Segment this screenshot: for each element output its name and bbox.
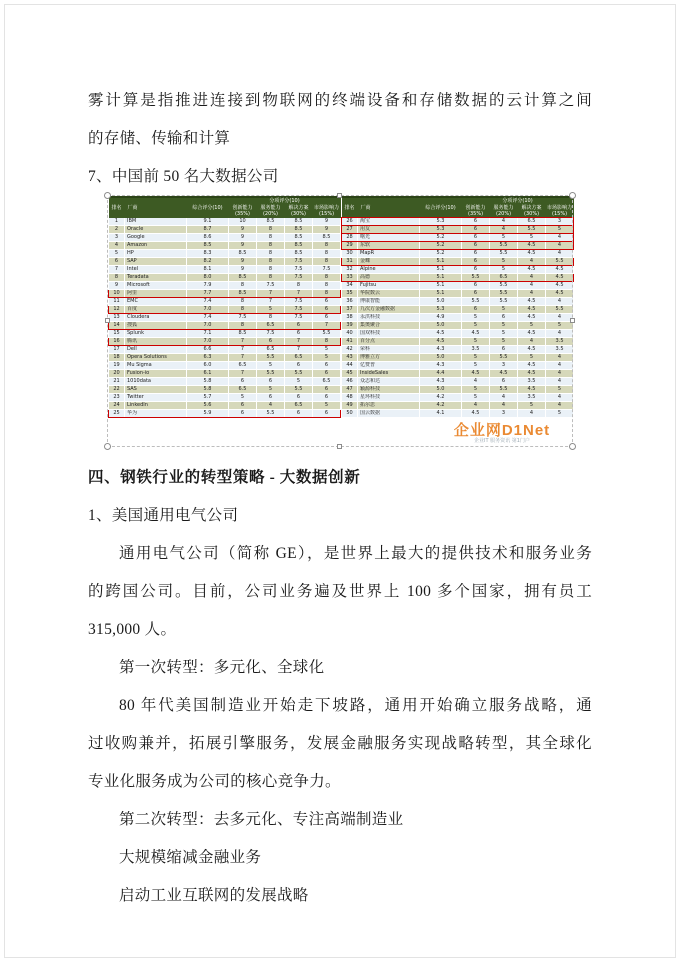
table-row: 46 众志和达 4.3 4 6 3.5 4: [342, 378, 574, 386]
text-line: 过收购兼并，拓展引擎服务，发展金融服务实现战略转型，其全球化: [88, 735, 592, 752]
column-header: 解决方案 (30%): [518, 205, 546, 218]
table-row: 25 华为 5.9 6 5.5 6 6: [109, 410, 341, 418]
table-row: 22 SAS 5.8 6.5 5 5.5 6: [109, 386, 341, 394]
ranking-table-left-half: [108, 198, 341, 418]
table-row: 4 Amazon 8.5 9 8 8.5 8: [109, 242, 341, 250]
group-header: 分项评分(10): [229, 198, 341, 205]
table-row: 31 金蝶 5.1 6 5 4 5.5: [342, 258, 574, 266]
table-row: 5 HP 8.3 8.5 8 8.5 8: [109, 250, 341, 258]
table-row: 29 东软 5.2 6 5.5 4.5 4: [342, 242, 574, 250]
ranking-tables-container: [108, 196, 572, 418]
table-row: 11 EMC 7.4 8 7 7.5 6: [109, 298, 341, 306]
table-row: 24 LinkedIn 5.6 6 4 6.5 5: [109, 402, 341, 410]
watermark-subtext: 企业IT 服务资讯 第1门户: [474, 438, 530, 444]
column-header: 创新能力 (35%): [229, 205, 257, 218]
text-line: 的跨国公司。目前，公司业务遍及世界上 100 多个国家，拥有员工: [88, 583, 592, 600]
table-row: 32 Alpine 5.1 6 5 4.5 4.5: [342, 266, 574, 274]
big-data-ranking-table-image[interactable]: [108, 196, 572, 446]
column-header: 排名: [342, 198, 358, 218]
column-header: 解决方案 (30%): [285, 205, 313, 218]
table-row: 17 Dell 6.6 7 6.5 7 5: [109, 346, 341, 354]
text-line: 启动工业互联网的发展战略: [119, 887, 309, 904]
table-row: 27 用友 5.3 6 4 5.5 5: [342, 226, 574, 234]
text-line: 80 年代美国制造业开始走下坡路，通用开始确立服务战略，通: [119, 697, 592, 714]
text-line: 四、钢铁行业的转型策略 - 大数据创新: [88, 469, 361, 486]
ranking-table: [108, 198, 341, 418]
table-row: 47 颖源科技 5.0 5 5.5 4.5 5: [342, 386, 574, 394]
table-row: 26 淘宝 5.3 6 4 6.5 3: [342, 218, 574, 226]
table-row: 15 Splunk 7.1 8.5 7.5 6 5.5: [109, 330, 341, 338]
watermark: [432, 423, 572, 445]
column-header: 市场影响力 (15%): [547, 205, 573, 217]
table-row: 20 Fusion-io 6.1 7 5.5 5.5 6: [109, 370, 341, 378]
table-row: 39 集奥聚合 5.0 5 5 5 5: [342, 322, 574, 330]
resize-handle-left-middle[interactable]: [105, 318, 110, 323]
table-row: 43 博雅立方 5.0 5 5.5 5 4: [342, 354, 574, 362]
table-row: 10 阿里 7.7 8.5 7 7 8: [109, 290, 341, 298]
table-row: 2 Oracle 8.7 9 8 8.5 9: [109, 226, 341, 234]
column-header: 服务能力 (20%): [257, 205, 285, 218]
text-line: 的存储、传输和计算: [88, 130, 231, 147]
table-row: 8 Teradata 8.0 8.5 8 7.5 8: [109, 274, 341, 282]
group-header: 分项评分(10): [462, 198, 574, 205]
column-header: 市场影响力 (15%): [314, 205, 340, 217]
table-row: 9 Microsoft 7.9 8 7.5 8 8: [109, 282, 341, 290]
column-header: 服务能力 (20%): [490, 205, 518, 218]
table-row: 21 1010data 5.8 6 6 5 6.5: [109, 378, 341, 386]
table-row: 28 曙光 5.2 6 5 5 4: [342, 234, 574, 242]
table-row: 49 拓尔思 4.2 4 4 5 4: [342, 402, 574, 410]
table-row: 7 Intel 8.1 9 8 7.5 7.5: [109, 266, 341, 274]
text-line: 315,000 人。: [88, 621, 177, 638]
watermark-logo: 企业网D1Net: [453, 422, 551, 439]
ranking-table: [341, 198, 574, 418]
resize-handle-bottom-right[interactable]: [569, 443, 576, 450]
text-line: 7、中国前 50 名大数据公司: [88, 168, 279, 185]
resize-handle-bottom-middle[interactable]: [337, 444, 342, 449]
table-row: 23 Twitter 5.7 5 6 6 6: [109, 394, 341, 402]
table-row: 12 百度 7.0 8 5 7.5 6: [109, 306, 341, 314]
table-row: 1 IBM 9.1 10 8.5 8.5 9: [109, 218, 341, 226]
table-row: 30 MapR 5.2 6 5.5 4.5 4: [342, 250, 574, 258]
resize-handle-top-right[interactable]: [569, 192, 576, 199]
column-header: 综合评分(10): [187, 198, 229, 218]
intro-paragraph: [88, 82, 592, 196]
table-row: 48 星环科技 4.2 5 4 3.5 4: [342, 394, 574, 402]
table-row: 3 Google 8.6 9 8 8.5 8.5: [109, 234, 341, 242]
resize-handle-right-middle[interactable]: [570, 318, 575, 323]
table-row: 50 国云数据 4.1 4.5 3 4 5: [342, 410, 574, 418]
text-line: 专业化服务成为公司的核心竞争力。: [88, 773, 341, 790]
table-row: 40 国双科技 4.5 4.5 5 4.5 4: [342, 330, 574, 338]
resize-handle-bottom-left[interactable]: [104, 443, 111, 450]
table-row: 38 永洪科技 4.9 5 6 4.5 4: [342, 314, 574, 322]
column-header: 综合评分(10): [420, 198, 462, 218]
text-line: 1、美国通用电气公司: [88, 507, 239, 524]
table-row: 41 百分点 4.5 5 5 4 3.5: [342, 338, 574, 346]
table-row: 42 荣科 4.3 3.5 6 4.5 3.5: [342, 346, 574, 354]
table-row: 35 华院数云 5.1 6 5.5 4 4.5: [342, 290, 574, 298]
table-row: 16 腾讯 7.0 7 6 7 8: [109, 338, 341, 346]
resize-handle-top-middle[interactable]: [337, 193, 342, 198]
table-row: 18 Opera Solutions 6.3 7 5.5 6.5 5: [109, 354, 341, 362]
text-line: 雾计算是指推进连接到物联网的终端设备和存储数据的云计算之间: [88, 92, 592, 109]
text-line: 第二次转型：去多元化、专注高端制造业: [119, 811, 404, 828]
resize-handle-top-left[interactable]: [104, 192, 111, 199]
table-row: 33 高德 5.1 5.5 6.5 4 4.5: [342, 274, 574, 282]
table-row: 14 搜狐 7.0 8 6.5 6 7: [109, 322, 341, 330]
text-line: 大规模缩减金融业务: [119, 849, 262, 866]
column-header: 排名: [109, 198, 125, 218]
table-row: 45 InsideSales 4.4 4.5 4.5 4.5 4: [342, 370, 574, 378]
text-line: 第一次转型：多元化、全球化: [119, 659, 325, 676]
ranking-table-right-half: [341, 198, 574, 418]
table-row: 13 Cloudera 7.4 7.5 8 7.5 6: [109, 314, 341, 322]
table-row: 36 博康智能 5.0 5.5 5.5 4.5 4: [342, 298, 574, 306]
column-header: 厂商: [358, 198, 420, 218]
column-header: 厂商: [125, 198, 187, 218]
table-row: 6 SAP 8.2 9 8 7.5 8: [109, 258, 341, 266]
table-row: 19 Mu Sigma 6.0 6.5 5 6 6: [109, 362, 341, 370]
table-row: 34 Fujitsu 5.1 6 5.5 4 4.5: [342, 282, 574, 290]
table-row: 44 亿赞普 4.3 5 3 4.5 4: [342, 362, 574, 370]
text-line: 通用电气公司（简称 GE），是世界上最大的提供技术和服务业务: [119, 545, 592, 562]
column-header: 创新能力 (35%): [462, 205, 490, 218]
table-row: 37 九次方金融数据 5.3 6 5 4.5 5.5: [342, 306, 574, 314]
section-paragraphs: [88, 459, 592, 915]
